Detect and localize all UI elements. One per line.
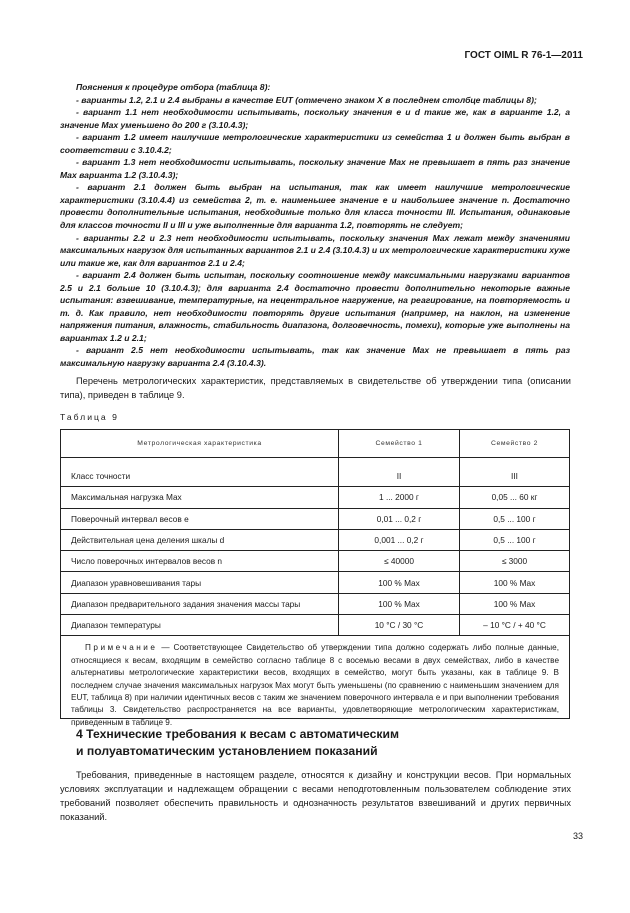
table-row — [61, 508, 569, 529]
table-row — [61, 615, 569, 636]
table-row — [61, 529, 569, 550]
family-1-value: 0,01 ... 0,2 г — [339, 508, 460, 529]
family-1-value: ≤ 40000 — [339, 551, 460, 572]
characteristics-table — [60, 429, 570, 727]
column-header-family-2: Семейство 2 — [460, 430, 570, 458]
document-header: ГОСТ OIML R 76-1—2011 — [464, 50, 583, 61]
intro-paragraph: Перечень метрологических характеристик, представляемых в свидетельстве об утверждении типа (описании типа), приведен в таблице 9. — [60, 376, 571, 400]
table-row — [61, 466, 569, 487]
note-item: - вариант 1.2 имеет наилучшие метрологические характеристики из семейства 1 и должен быть выбран в соответствии с 3.10.4.2; — [60, 132, 570, 155]
family-1-value: 100 % Max — [339, 593, 460, 614]
note-item: - вариант 2.1 должен быть выбран на испытания, так как имеет наилучшие метрологические характеристики (3.10.4.4) из семейства 2, т. е. наименьшее значение e и наибольшее значение n. Достаточно провести дополнительные испытания, необходимые только для класса точности III. Испытания, одинаковые для классов точности II и III и уже выполненные для варианта 1.2, повторять не следует; — [60, 182, 570, 231]
row-label: Диапазон предварительного задания значения массы тары — [61, 593, 339, 614]
family-2-value: 0,05 ... 60 кг — [460, 487, 570, 508]
column-header-characteristic: Метрологическая характеристика — [61, 430, 339, 458]
note-item: - варианты 1.2, 2.1 и 2.4 выбраны в качестве EUT (отмечено знаком X в последнем столбце таблицы 8); — [76, 94, 537, 105]
note-item: - вариант 1.3 нет необходимости испытывать, поскольку значение Max не превышает в пять раз значение Max варианта 1.2 (3.10.4.3); — [60, 157, 570, 180]
family-2-value: 0,5 ... 100 г — [460, 508, 570, 529]
section-heading — [76, 726, 399, 760]
table-caption: Таблица 9 — [60, 412, 119, 422]
note-item: - вариант 2.5 нет необходимости испытывать, так как значение Max не превышает в пять раз максимальную нагрузку варианта 2.4 (3.10.4.3). — [60, 345, 570, 369]
row-label: Диапазон температуры — [61, 615, 339, 636]
table-row — [61, 487, 569, 508]
section-title-line-1: 4 Технические требования к весам с автоматическим — [76, 727, 400, 741]
table-row — [61, 572, 569, 593]
row-label: Действительная цена деления шкалы d — [61, 529, 339, 550]
family-1-value: 1 ... 2000 г — [339, 487, 460, 508]
table-row — [61, 593, 569, 614]
family-2-value: III — [460, 466, 570, 487]
family-2-value: 100 % Max — [460, 572, 570, 593]
column-header-family-1: Семейство 1 — [339, 430, 460, 458]
note-text: — Соответствующее Свидетельство об утверждении типа должно содержать либо полные данные, относящиеся к весам, входящим в семейство согласно таблице 8 с восемью весами в двух семействах, либо в качестве альтернативы метрологические характеристики весов, входящих в семейство, могут быть указаны, как в таблице 9. В последнем случае значения максимальных нагрузок Max могут быть уменьшены (по сравнению с наименьшим значением для EUT, таблица 8) при наличии идентичных весов с таким же значением поверочного интервала e и при выполнении требования таблицы 3. Свидетельство распространяется на все варианты, удовлетворяющие метрологическим характеристикам, приведенным в таблице 9. — [71, 643, 559, 727]
family-2-value: ≤ 3000 — [460, 551, 570, 572]
family-1-value: II — [339, 466, 460, 487]
family-1-value: 0,001 ... 0,2 г — [339, 529, 460, 550]
row-label: Число поверочных интервалов весов n — [61, 551, 339, 572]
family-2-value: 0,5 ... 100 г — [460, 529, 570, 550]
note-item: - варианты 2.2 и 2.3 нет необходимости испытывать, поскольку значения Max лежат между значениями максимальных нагрузок для испытанных вариантов 2.1 и 2.4 (3.10.4.3) и их метрологические характеристики хуже или такие же, как для вариантов 2.1 и 2.4; — [60, 232, 570, 268]
table-note — [61, 635, 569, 729]
row-label: Поверочный интервал весов e — [61, 508, 339, 529]
selection-notes — [60, 81, 570, 370]
family-1-value: 100 % Max — [339, 572, 460, 593]
row-label: Класс точности — [71, 471, 131, 482]
notes-intro: Пояснения к процедуре отбора (таблица 8): — [76, 82, 271, 92]
row-label: Диапазон уравновешивания тары — [61, 572, 339, 593]
row-label: Максимальная нагрузка Max — [61, 487, 339, 508]
note-label: Примечание — [85, 643, 158, 653]
section-title-line-2: и полуавтоматическим установлением показаний — [76, 744, 378, 758]
table-row — [61, 551, 569, 572]
note-item: - вариант 1.1 нет необходимости испытывать, поскольку значения e и d такие же, как в варианте 1.2, а значение Max уменьшено до 200 г (3.10.4.3); — [60, 107, 570, 130]
note-item: - вариант 2.4 должен быть испытан, поскольку соотношение между максимальными нагрузками вариантов 2.5 и 2.1 больше 10 (3.10.4.3); для варианта 2.4 достаточно провести дополнительно некоторые важные испытания: взвешивание, температурные, на нецентральное нагружение, на реагирование, на повторяемость и т. д. Как правило, нет необходимости повторять другие испытания (например, на наклон, на изменение напряжения питания, влажность, стабильность диапазона, долговечность, помехи), которые уже выполнены на вариантах 1.2 и 2.1; — [60, 270, 570, 343]
family-2-value: – 10 °C / + 40 °C — [460, 615, 570, 636]
family-1-value: 10 °C / 30 °C — [339, 615, 460, 636]
section-paragraph: Требования, приведенные в настоящем разделе, относятся к дизайну и конструкции весов. При нормальных условиях эксплуатации и надлежащем обращении с весами неподготовленным пользователем соблюдение этих требований позволяет обеспечить правильность и однозначность результатов взвешиваний и других первичных показаний. — [60, 770, 571, 822]
family-2-value: 100 % Max — [460, 593, 570, 614]
page-number: 33 — [572, 831, 583, 841]
